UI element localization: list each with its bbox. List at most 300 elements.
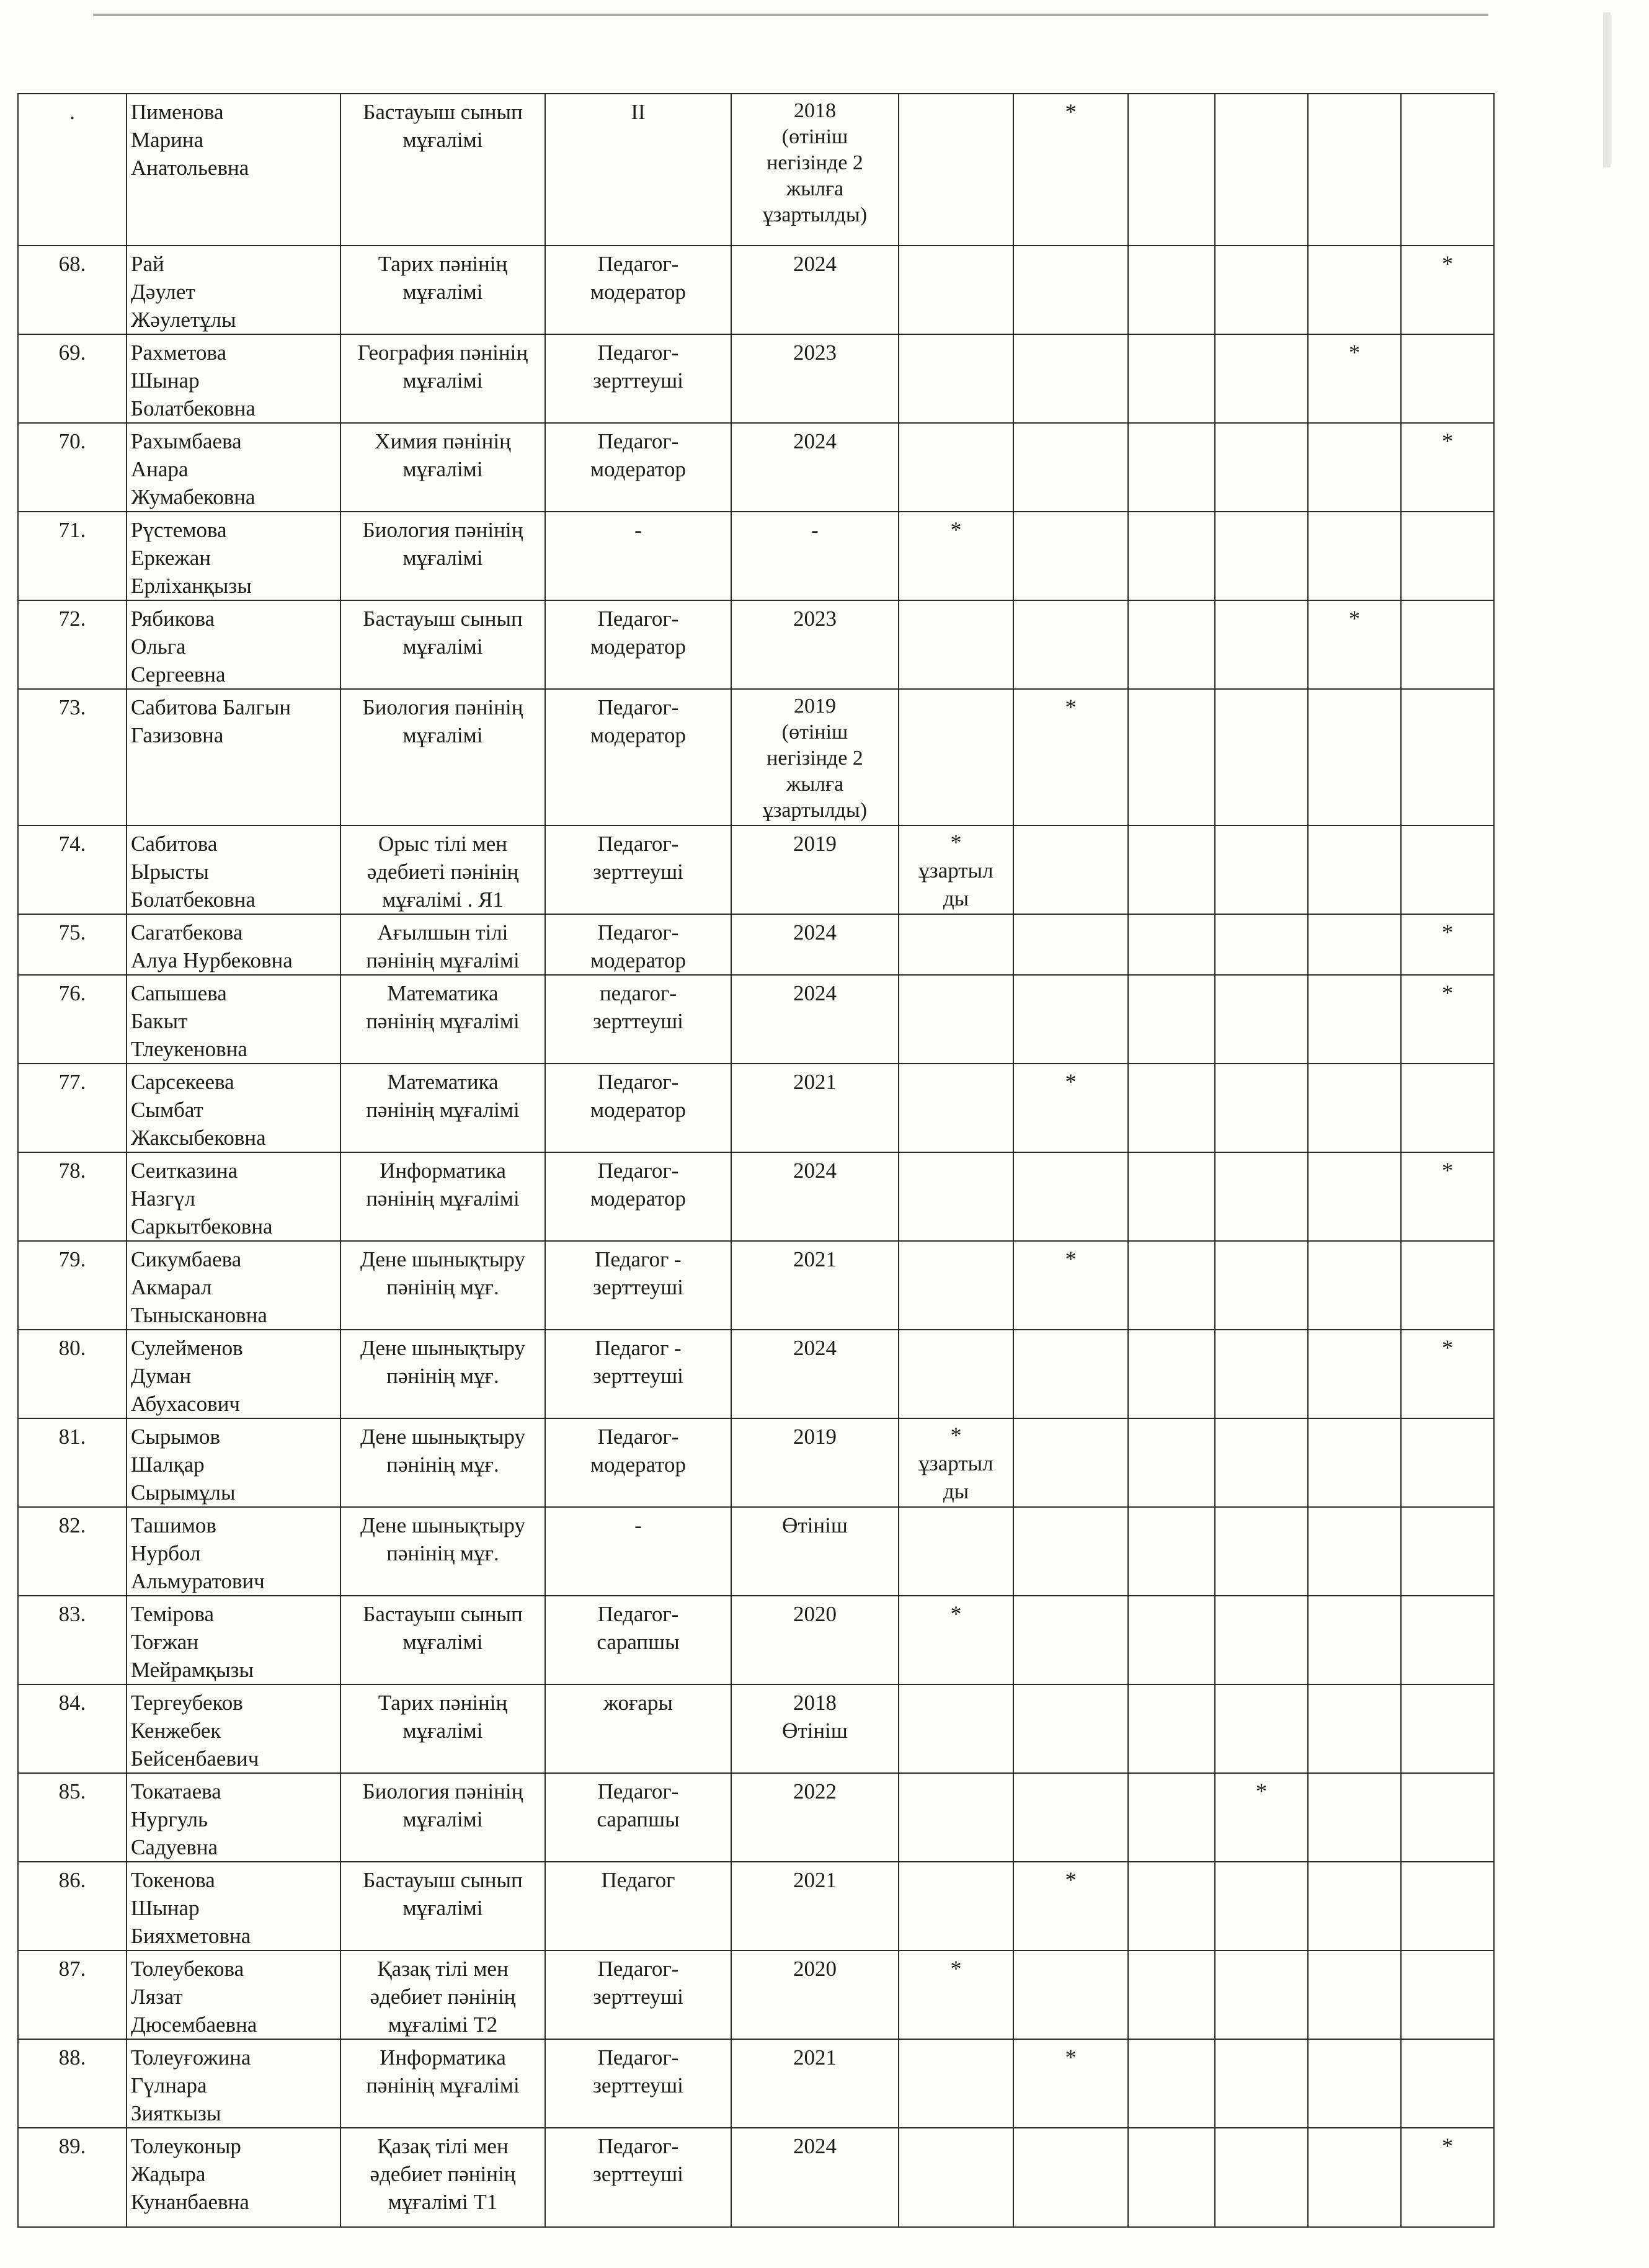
qualification-category-line: - xyxy=(634,1513,642,1537)
subject-position xyxy=(340,689,545,825)
subject-position xyxy=(340,1950,545,2039)
mark-cell-1 xyxy=(899,1684,1013,1773)
qualification-category-line: модератор xyxy=(590,723,686,747)
mark-cell-6 xyxy=(1401,1064,1494,1152)
asterisk-mark: * xyxy=(1065,99,1077,124)
mark-cell-3 xyxy=(1128,1330,1215,1418)
asterisk-mark: * xyxy=(1065,1247,1077,1271)
mark-cell-2 xyxy=(1013,1684,1128,1773)
qualification-category-line: Педагог xyxy=(601,1868,675,1892)
attestation-year-line: 2021 xyxy=(793,2045,837,2070)
row-number: 89. xyxy=(18,2128,127,2227)
mark-cell-5 xyxy=(1308,246,1401,334)
mark-cell-1 xyxy=(899,1862,1013,1950)
subject-position-line: пәнінің мұғалімі xyxy=(366,948,520,972)
qualification-category xyxy=(545,689,731,825)
qualification-category xyxy=(545,423,731,512)
qualification-category xyxy=(545,1950,731,2039)
mark-cell-5 xyxy=(1308,423,1401,512)
attestation-year xyxy=(731,246,899,334)
mark-cell-4 xyxy=(1215,1064,1308,1152)
qualification-category xyxy=(545,512,731,600)
teacher-name-line: Сеитказина xyxy=(131,1158,238,1183)
subject-position-line: Информатика xyxy=(380,2045,506,2070)
teacher-name-line: Сымбат xyxy=(131,1098,203,1122)
teacher-name-line: Сабитова xyxy=(131,832,218,856)
mark-cell-2 xyxy=(1013,334,1128,423)
teacher-name xyxy=(127,246,340,334)
qualification-category-line: II xyxy=(631,100,646,124)
qualification-category xyxy=(545,1684,731,1773)
teacher-name-line: Толеубекова xyxy=(131,1957,244,1981)
teacher-name-line: Сырымұлы xyxy=(131,1480,236,1505)
qualification-category-line: модератор xyxy=(590,634,686,659)
subject-position-line: Бастауыш сынып xyxy=(363,607,523,631)
attestation-year-line: 2019 xyxy=(793,832,837,856)
qualification-category-line: модератор xyxy=(590,1186,686,1211)
asterisk-mark: * xyxy=(950,517,962,542)
qualification-category xyxy=(545,1064,731,1152)
row-number: 71. xyxy=(18,512,127,600)
mark-cell-2 xyxy=(1013,1507,1128,1596)
scan-edge-line xyxy=(93,14,1488,16)
subject-position xyxy=(340,1773,545,1862)
mark-cell-5 xyxy=(1308,2128,1401,2227)
subject-position-line: Химия пәнінің xyxy=(375,429,511,453)
mark-cell-3 xyxy=(1128,1152,1215,1241)
row-number: 73. xyxy=(18,689,127,825)
qualification-category-line: зерттеуші xyxy=(593,1364,683,1388)
table-row xyxy=(18,1330,1494,1418)
mark-cell-6 xyxy=(1401,1684,1494,1773)
row-number: 77. xyxy=(18,1064,127,1152)
asterisk-mark: * xyxy=(950,830,962,855)
mark-cell-4 xyxy=(1215,1241,1308,1330)
mark-cell-2 xyxy=(1013,1418,1128,1507)
teacher-name-line: Темірова xyxy=(131,1602,215,1626)
teacher-name xyxy=(127,600,340,689)
table-row xyxy=(18,1862,1494,1950)
teacher-name-line: Рүстемова xyxy=(131,518,227,542)
row-number: 84. xyxy=(18,1684,127,1773)
subject-position-line: Математика xyxy=(387,981,499,1005)
mark-cell-4 xyxy=(1215,246,1308,334)
subject-position xyxy=(340,1596,545,1684)
teacher-name-line: Жумабековна xyxy=(131,485,256,509)
subject-position-line: мұғалімі xyxy=(402,368,483,393)
asterisk-mark: * xyxy=(1442,2133,1453,2158)
subject-position-line: Бастауыш сынып xyxy=(363,1868,523,1892)
subject-position-line: пәнінің мұғалімі xyxy=(366,2073,520,2097)
mark-cell-3 xyxy=(1128,1241,1215,1330)
attestation-year-line: 2019 xyxy=(793,1425,837,1449)
teacher-name-line: Ольга xyxy=(131,634,186,659)
mark-cell-5 xyxy=(1308,94,1401,246)
asterisk-mark: * xyxy=(1442,981,1453,1005)
mark-cell-1 xyxy=(899,94,1013,246)
attestation-year xyxy=(731,1862,899,1950)
attestation-year xyxy=(731,1241,899,1330)
qualification-category-line: зерттеуші xyxy=(593,2073,683,2097)
attestation-year-line: негізінде 2 xyxy=(767,151,863,174)
mark-cell-2 xyxy=(1013,689,1128,825)
mark-cell-4 xyxy=(1215,512,1308,600)
subject-position-line: Биология пәнінің xyxy=(362,518,523,542)
row-number: 83. xyxy=(18,1596,127,1684)
teacher-name-line: Кенжебек xyxy=(131,1719,221,1743)
attestation-year-line: 2024 xyxy=(793,1336,837,1360)
mark-cell-2 xyxy=(1013,975,1128,1064)
attestation-year-line: 2020 xyxy=(793,1957,837,1981)
mark-cell-2 xyxy=(1013,1064,1128,1152)
qualification-category xyxy=(545,1152,731,1241)
qualification-category-line: зерттеуші xyxy=(593,860,683,884)
qualification-category-line: Педагог- xyxy=(597,429,679,453)
teacher-name-line: Сагатбекова xyxy=(131,920,243,945)
mark-cell-3 xyxy=(1128,512,1215,600)
mark-cell-3 xyxy=(1128,2128,1215,2227)
mark-cell-1 xyxy=(899,825,1013,914)
mark-cell-1 xyxy=(899,1596,1013,1684)
teacher-name-line: Болатбековна xyxy=(131,396,256,420)
subject-position xyxy=(340,2128,545,2227)
teacher-name-line: Рябикова xyxy=(131,607,215,631)
teacher-name-line: Газизовна xyxy=(131,723,224,747)
teacher-name-line: Бакыт xyxy=(131,1009,188,1033)
subject-position xyxy=(340,1330,545,1418)
attestation-year-line: ұзартылды) xyxy=(762,203,868,226)
teacher-name-line: Думан xyxy=(131,1364,192,1388)
subject-position xyxy=(340,1064,545,1152)
attestation-year-line: 2024 xyxy=(793,920,837,945)
qualification-category-line: зерттеуші xyxy=(593,2162,683,2186)
subject-position-line: мұғалімі xyxy=(402,723,483,747)
asterisk-mark: * xyxy=(1442,429,1453,453)
mark-cell-6 xyxy=(1401,1950,1494,2039)
mark-cell-1 xyxy=(899,689,1013,825)
qualification-category-line: модератор xyxy=(590,1098,686,1122)
mark-cell-3 xyxy=(1128,914,1215,975)
mark-cell-2 xyxy=(1013,825,1128,914)
attestation-year xyxy=(731,423,899,512)
mark-cell-2 xyxy=(1013,2039,1128,2128)
mark-cell-2 xyxy=(1013,1773,1128,1862)
teacher-name xyxy=(127,423,340,512)
subject-position-line: мұғалімі Т2 xyxy=(388,2012,498,2037)
subject-position-line: пәнінің мұғ. xyxy=(386,1452,499,1477)
mark-cell-4 xyxy=(1215,1152,1308,1241)
teacher-name-line: Тоғжан xyxy=(131,1630,199,1654)
qualification-category xyxy=(545,1862,731,1950)
qualification-category xyxy=(545,334,731,423)
mark-cell-1 xyxy=(899,975,1013,1064)
attestation-year-line: 2021 xyxy=(793,1247,837,1271)
qualification-category xyxy=(545,1507,731,1596)
mark-cell-6 xyxy=(1401,1862,1494,1950)
teacher-name-line: Марина xyxy=(131,128,204,152)
table-row xyxy=(18,1241,1494,1330)
teacher-name-line: Бияхметовна xyxy=(131,1924,251,1948)
mark-cell-4 xyxy=(1215,94,1308,246)
mark-cell-5 xyxy=(1308,914,1401,975)
attestation-year xyxy=(731,94,899,246)
teacher-name xyxy=(127,1330,340,1418)
asterisk-mark: * xyxy=(1065,695,1077,719)
subject-position xyxy=(340,423,545,512)
subject-position-line: Дене шынықтыру xyxy=(360,1513,525,1537)
qualification-category xyxy=(545,1773,731,1862)
qualification-category-line: Педагог- xyxy=(597,340,679,365)
mark-cell-5 xyxy=(1308,1862,1401,1950)
mark-cell-2 xyxy=(1013,2128,1128,2227)
teacher-name xyxy=(127,2039,340,2128)
mark-cell-6 xyxy=(1401,825,1494,914)
asterisk-mark: * xyxy=(1349,340,1360,365)
mark-cell-1 xyxy=(899,1773,1013,1862)
attestation-year-line: 2024 xyxy=(793,981,837,1005)
mark-cell-4 xyxy=(1215,689,1308,825)
subject-position-line: әдебиет пәнінің xyxy=(370,1985,516,2009)
teacher-name-line: Кунанбаевна xyxy=(131,2190,249,2214)
mark-cell-6 xyxy=(1401,1241,1494,1330)
subject-position-line: мұғалімі . Я1 xyxy=(381,887,504,912)
teacher-name xyxy=(127,512,340,600)
table-row xyxy=(18,2128,1494,2227)
subject-position-line: Дене шынықтыру xyxy=(360,1336,525,1360)
qualification-category-line: зерттеуші xyxy=(593,368,683,393)
attestation-year-line: 2024 xyxy=(793,1158,837,1183)
asterisk-mark: * xyxy=(950,1601,962,1626)
mark-cell-1 xyxy=(899,1152,1013,1241)
teacher-name-line: Лязат xyxy=(131,1985,183,2009)
attestation-year xyxy=(731,600,899,689)
table-row xyxy=(18,600,1494,689)
mark-cell-2 xyxy=(1013,1596,1128,1684)
attestation-year-line: (өтініш xyxy=(781,721,848,744)
subject-position-line: мұғалімі xyxy=(402,1807,483,1831)
mark-cell-1 xyxy=(899,512,1013,600)
teacher-name-line: Тлеукеновна xyxy=(131,1037,247,1061)
attestation-year xyxy=(731,334,899,423)
table-row xyxy=(18,914,1494,975)
subject-position-line: Дене шынықтыру xyxy=(360,1247,525,1271)
mark-cell-4 xyxy=(1215,334,1308,423)
teacher-name-line: Толеуконыр xyxy=(131,2134,241,2158)
table-row xyxy=(18,689,1494,825)
mark-note-line: ұзартыл xyxy=(918,858,993,883)
subject-position-line: мұғалімі xyxy=(402,1896,483,1920)
qualification-category-line: модератор xyxy=(590,1452,686,1477)
row-number: 81. xyxy=(18,1418,127,1507)
mark-cell-1 xyxy=(899,1507,1013,1596)
attestation-year-line: 2018 xyxy=(794,99,836,122)
subject-position xyxy=(340,246,545,334)
teacher-name-line: Абухасович xyxy=(131,1392,240,1416)
attestation-year xyxy=(731,689,899,825)
mark-cell-2 xyxy=(1013,512,1128,600)
subject-position-line: Информатика xyxy=(380,1158,506,1183)
teacher-name-line: Шалқар xyxy=(131,1452,205,1477)
mark-cell-1 xyxy=(899,1241,1013,1330)
mark-cell-6 xyxy=(1401,689,1494,825)
asterisk-mark: * xyxy=(950,1423,962,1448)
teacher-name xyxy=(127,689,340,825)
teacher-name-line: Ерліханқызы xyxy=(131,574,252,598)
attestation-year-line: 2019 xyxy=(794,695,836,718)
table-row xyxy=(18,246,1494,334)
asterisk-mark: * xyxy=(1442,251,1453,276)
subject-position-line: мұғалімі xyxy=(402,457,483,481)
subject-position-line: География пәнінің xyxy=(357,340,528,365)
qualification-category-line: Педагог- xyxy=(597,920,679,945)
attestation-year-line: 2024 xyxy=(793,2134,837,2158)
teacher-name-line: Алуа Нурбековна xyxy=(131,948,293,972)
attestation-year-line: жылға xyxy=(786,773,844,796)
attestation-year xyxy=(731,975,899,1064)
subject-position-line: әдебиеті пәнінің xyxy=(367,860,519,884)
mark-cell-3 xyxy=(1128,1596,1215,1684)
attestation-year-line: 2021 xyxy=(793,1868,837,1892)
mark-cell-4 xyxy=(1215,1950,1308,2039)
mark-cell-6 xyxy=(1401,512,1494,600)
subject-position xyxy=(340,600,545,689)
row-number: 79. xyxy=(18,1241,127,1330)
teacher-name-line: Жаксыбековна xyxy=(131,1126,266,1150)
mark-cell-4 xyxy=(1215,2128,1308,2227)
mark-cell-6 xyxy=(1401,1330,1494,1418)
mark-cell-1 xyxy=(899,1064,1013,1152)
row-number: . xyxy=(18,94,127,246)
teacher-name-line: Саркытбековна xyxy=(131,1214,273,1239)
attestation-year-line: ұзартылды) xyxy=(762,799,868,822)
table-row xyxy=(18,512,1494,600)
attestation-year xyxy=(731,825,899,914)
attestation-year-line: 2020 xyxy=(793,1602,837,1626)
teacher-name-line: Болатбековна xyxy=(131,887,256,912)
qualification-category xyxy=(545,1241,731,1330)
teacher-name xyxy=(127,1950,340,2039)
qualification-category-line: Педагог- xyxy=(597,607,679,631)
teacher-name xyxy=(127,975,340,1064)
teacher-name-line: Сабитова Балгын xyxy=(131,695,291,719)
mark-cell-5 xyxy=(1308,1684,1401,1773)
teacher-name-line: Тергеубеков xyxy=(131,1691,243,1715)
qualification-category xyxy=(545,1596,731,1684)
teacher-name-line: Нургуль xyxy=(131,1807,208,1831)
qualification-category xyxy=(545,825,731,914)
subject-position-line: пәнінің мұғалімі xyxy=(366,1186,520,1211)
teacher-name-line: Сырымов xyxy=(131,1425,221,1449)
mark-cell-2 xyxy=(1013,914,1128,975)
teacher-name-line: Садуевна xyxy=(131,1835,218,1859)
teacher-name xyxy=(127,1773,340,1862)
mark-cell-1 xyxy=(899,914,1013,975)
attestation-year xyxy=(731,1684,899,1773)
teacher-name-line: Токенова xyxy=(131,1868,215,1892)
mark-cell-2 xyxy=(1013,1241,1128,1330)
table-row xyxy=(18,1152,1494,1241)
qualification-category-line: Педагог- xyxy=(597,1425,679,1449)
teacher-name-line: Шынар xyxy=(131,1896,200,1920)
teacher-name-line: Мейрамқызы xyxy=(131,1658,254,1682)
subject-position-line: Бастауыш сынып xyxy=(363,100,523,124)
mark-cell-2 xyxy=(1013,1152,1128,1241)
mark-cell-6 xyxy=(1401,1152,1494,1241)
mark-cell-4 xyxy=(1215,1862,1308,1950)
subject-position-line: Орыс тілі мен xyxy=(378,832,507,856)
table-row xyxy=(18,423,1494,512)
subject-position xyxy=(340,1684,545,1773)
row-number: 86. xyxy=(18,1862,127,1950)
qualification-category xyxy=(545,2128,731,2227)
mark-cell-6 xyxy=(1401,94,1494,246)
subject-position-line: пәнінің мұғалімі xyxy=(366,1009,520,1033)
qualification-category-line: педагог- xyxy=(599,981,677,1005)
mark-cell-3 xyxy=(1128,1773,1215,1862)
teacher-name xyxy=(127,1596,340,1684)
attestation-year xyxy=(731,1152,899,1241)
qualification-category-line: зерттеуші xyxy=(593,1275,683,1299)
mark-cell-5 xyxy=(1308,600,1401,689)
mark-cell-3 xyxy=(1128,600,1215,689)
row-number: 85. xyxy=(18,1773,127,1862)
teacher-name xyxy=(127,1152,340,1241)
teacher-name-line: Сулейменов xyxy=(131,1336,243,1360)
attestation-year-line: 2018 xyxy=(793,1691,837,1715)
teacher-name-line: Сикумбаева xyxy=(131,1247,242,1271)
attestation-year xyxy=(731,1064,899,1152)
mark-cell-4 xyxy=(1215,1773,1308,1862)
row-number: 78. xyxy=(18,1152,127,1241)
teacher-name xyxy=(127,334,340,423)
teacher-name-line: Ташимов xyxy=(131,1513,216,1537)
mark-cell-3 xyxy=(1128,2039,1215,2128)
asterisk-mark: * xyxy=(1442,920,1453,945)
mark-cell-4 xyxy=(1215,975,1308,1064)
subject-position-line: мұғалімі xyxy=(402,280,483,304)
qualification-category-line: - xyxy=(634,518,642,542)
teacher-name-line: Жадыра xyxy=(131,2162,206,2186)
mark-cell-6 xyxy=(1401,2128,1494,2227)
mark-cell-4 xyxy=(1215,825,1308,914)
qualification-category xyxy=(545,975,731,1064)
mark-cell-4 xyxy=(1215,1330,1308,1418)
mark-cell-5 xyxy=(1308,1773,1401,1862)
mark-cell-6 xyxy=(1401,1418,1494,1507)
attestation-year xyxy=(731,1418,899,1507)
mark-cell-5 xyxy=(1308,1596,1401,1684)
attestation-year xyxy=(731,1950,899,2039)
teacher-name xyxy=(127,1064,340,1152)
scan-edge-shadow xyxy=(1603,12,1611,167)
subject-position xyxy=(340,1152,545,1241)
row-number: 68. xyxy=(18,246,127,334)
subject-position-line: мұғалімі xyxy=(402,634,483,659)
teacher-name-line: Альмуратович xyxy=(131,1569,265,1593)
mark-cell-2 xyxy=(1013,1330,1128,1418)
teacher-name-line: Ырысты xyxy=(131,860,209,884)
attestation-year-line: Өтініш xyxy=(782,1513,848,1537)
attestation-year-line: Өтініш xyxy=(782,1719,848,1743)
attestation-year-line: 2023 xyxy=(793,340,837,365)
table-row xyxy=(18,1773,1494,1862)
teacher-name xyxy=(127,914,340,975)
mark-note-line: ұзартыл xyxy=(918,1451,993,1475)
mark-cell-5 xyxy=(1308,1064,1401,1152)
mark-cell-5 xyxy=(1308,825,1401,914)
teacher-name-line: Анатольевна xyxy=(131,156,249,180)
teacher-name-line: Рай xyxy=(131,252,164,276)
